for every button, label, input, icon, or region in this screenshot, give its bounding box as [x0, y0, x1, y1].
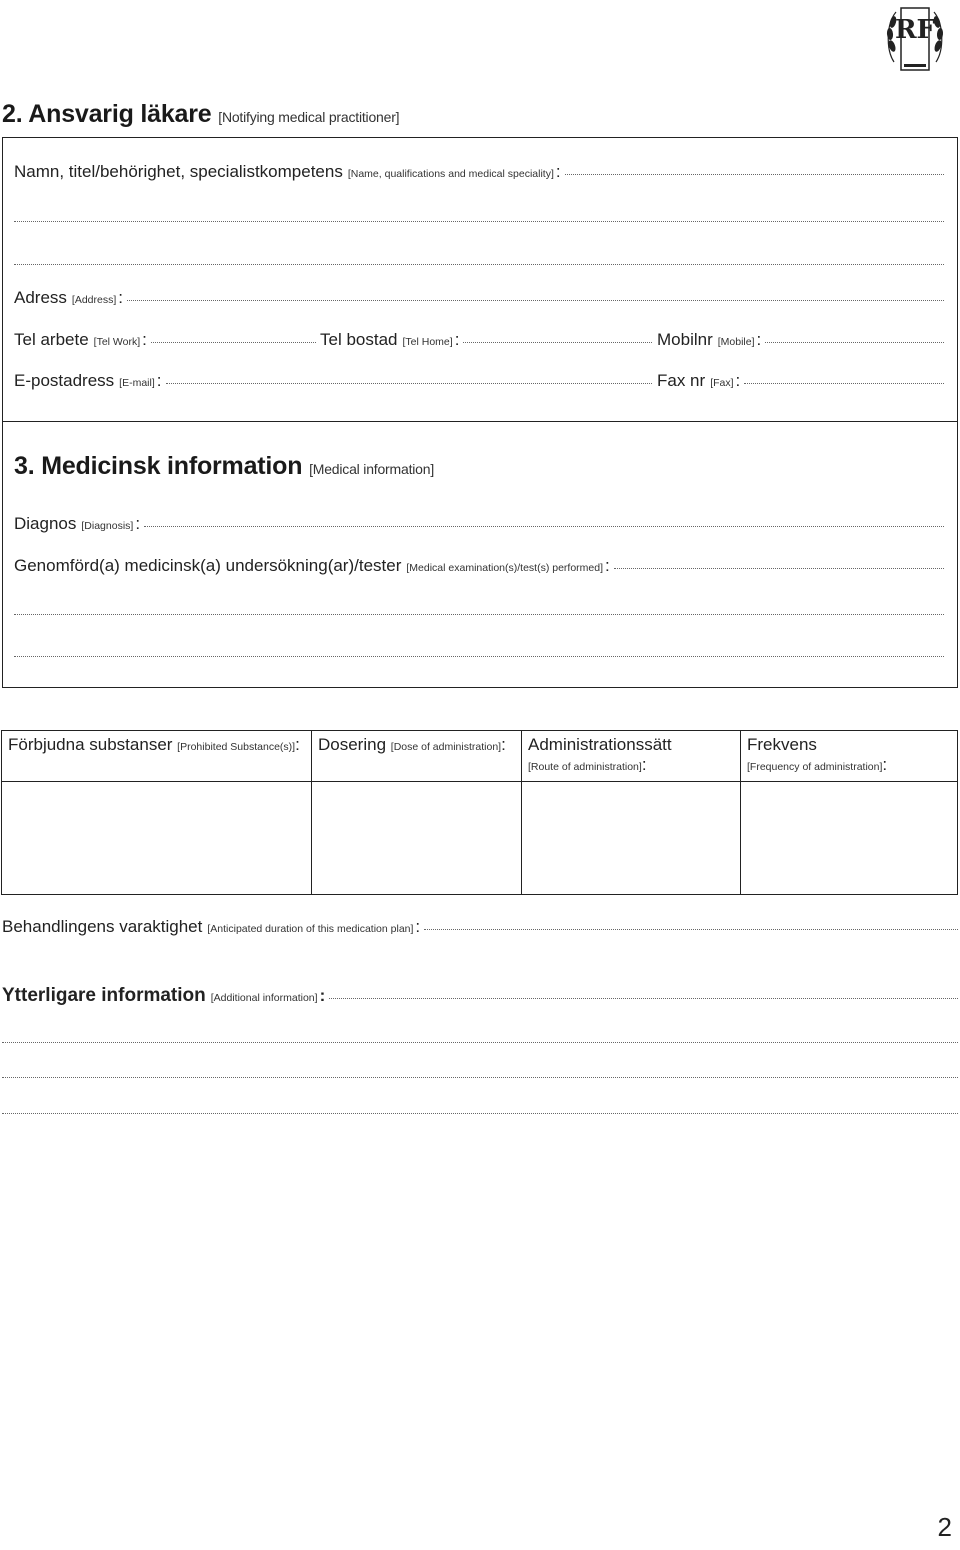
dose-cell[interactable] [312, 782, 522, 895]
practitioner-name-field[interactable]: Namn, titel/behörighet, specialistkompetens [Name, qualifications and medical speciality] : [14, 162, 944, 182]
duration-field[interactable]: Behandlingens varaktighet [Anticipated duration of this medication plan] : [2, 917, 958, 937]
fax-field[interactable]: Fax nr [Fax] : [657, 371, 944, 391]
rf-monogram-logo [884, 2, 946, 74]
section-3-heading: 3. Medicinsk information [Medical information] [14, 452, 435, 480]
practitioner-name-line-3[interactable] [14, 263, 944, 265]
tel-home-field[interactable]: Tel bostad [Tel Home] : [320, 330, 652, 350]
exam-field[interactable]: Genomförd(a) medicinsk(a) undersökning(ar)/tester [Medical examination(s)/test(s) performed] : [14, 556, 944, 576]
dose-header: Dosering [Dose of administration]: [312, 731, 522, 782]
email-field[interactable]: E-postadress [E-mail] : [14, 371, 652, 391]
medical-info-box [2, 420, 958, 688]
page-number: 2 [937, 1512, 952, 1542]
prohibited-substances-header: Förbjudna substanser [Prohibited Substance(s)]: [2, 731, 312, 782]
exam-line-2[interactable] [14, 613, 944, 615]
additional-info-field[interactable]: Ytterligare information [Additional information] : [2, 985, 958, 1007]
substances-table-row [2, 782, 958, 895]
frequency-cell[interactable] [741, 782, 958, 895]
additional-info-line-2[interactable] [2, 1041, 958, 1043]
diagnosis-field[interactable]: Diagnos [Diagnosis] : [14, 514, 944, 534]
tel-work-field[interactable]: Tel arbete [Tel Work] : [14, 330, 316, 350]
substances-table [1, 730, 958, 895]
practitioner-name-line-2[interactable] [14, 220, 944, 222]
address-field[interactable]: Adress [Address] : [14, 288, 944, 308]
mobile-field[interactable]: Mobilnr [Mobile] : [657, 330, 944, 350]
prohibited-substances-cell[interactable] [2, 782, 312, 895]
exam-line-3[interactable] [14, 655, 944, 657]
route-header: Administrationssätt [Route of administration]: [522, 731, 741, 782]
additional-info-line-4[interactable] [2, 1112, 958, 1114]
section-2-heading: 2. Ansvarig läkare [Notifying medical practitioner] [2, 100, 400, 128]
route-cell[interactable] [522, 782, 741, 895]
svg-text:RF: RF [894, 15, 936, 45]
frequency-header: Frekvens [Frequency of administration]: [741, 731, 958, 782]
substances-table-header [2, 731, 958, 782]
additional-info-line-3[interactable] [2, 1076, 958, 1078]
